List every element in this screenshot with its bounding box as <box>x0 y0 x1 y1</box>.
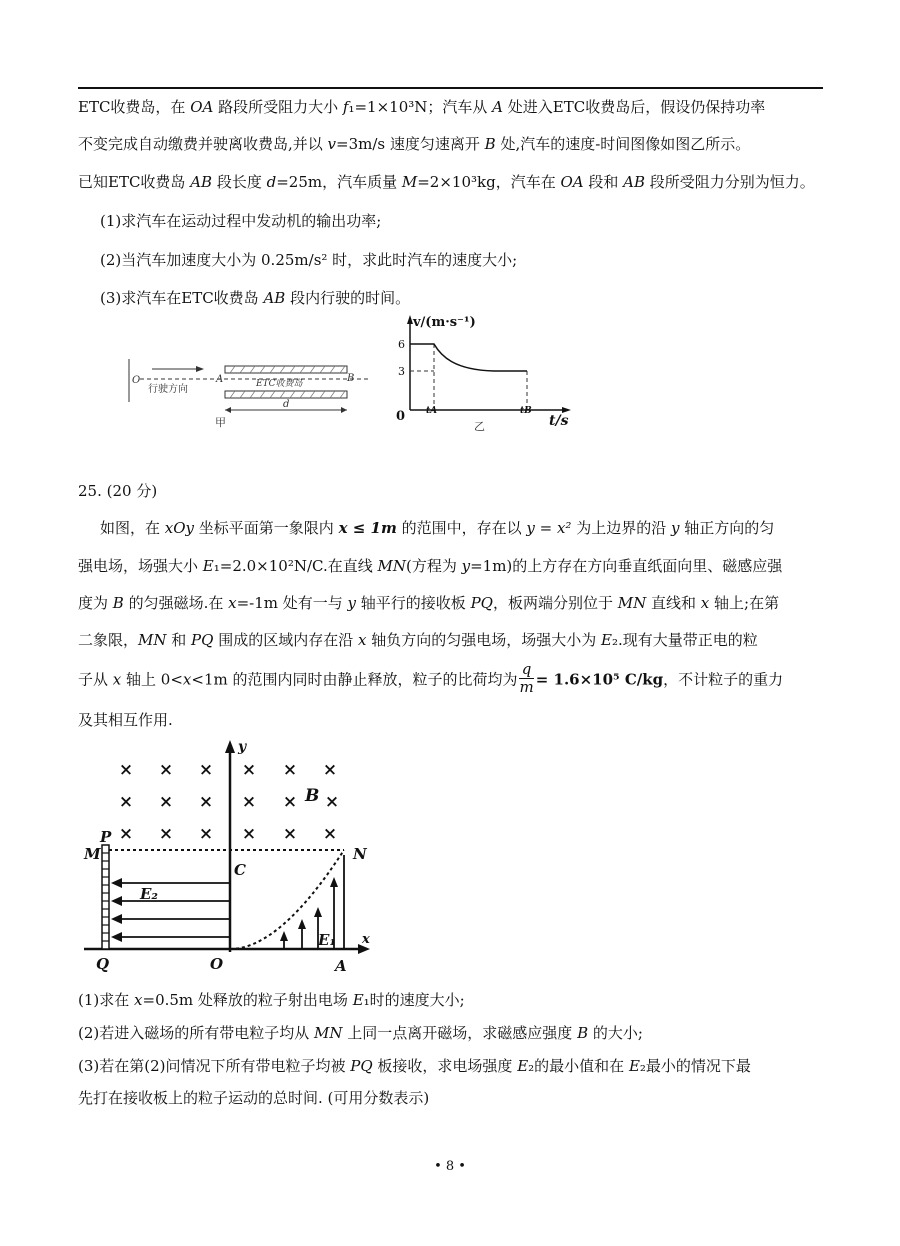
p25-line-3: 度为 B 的匀强磁场.在 x=-1m 处有一与 y 轴平行的接收板 PQ，板两端分别位于 MN 直线和 x 轴上;在第 <box>78 594 780 612</box>
label-island: ETC收费岛 <box>256 379 303 389</box>
p25-line-4: 二象限，MN 和 PQ 围成的区域内存在沿 x 轴负方向的匀强电场，场强大小为 E₂.现有大量带正电的粒 <box>78 631 758 649</box>
p25-question-3: (3)若在第(2)问情况下所有带电粒子均被 PQ 板接收，求电场强度 E₂的最小值和在 E₂最小的情况下最 <box>78 1057 751 1075</box>
label-jia-d: d <box>283 399 290 410</box>
p24-question-2: (2)当汽车加速度大小为 0.25m/s² 时，求此时汽车的速度大小; <box>100 251 518 269</box>
axis-xlabel: t/s <box>549 413 569 429</box>
tick-tB: tB <box>520 406 532 416</box>
caption-jia: 甲 <box>215 416 226 429</box>
page-number: • 8 • <box>434 1159 466 1174</box>
axis-origin: 0 <box>396 409 406 424</box>
tick-tA: tA <box>426 406 438 416</box>
cross: × <box>158 824 174 844</box>
figure-yi-vt-graph <box>386 310 586 435</box>
cross: × <box>198 760 214 780</box>
p25-line-2: 强电场，场强大小 E₁=2.0×10²N/C.在直线 MN(方程为 y=1m)的上方存在方向垂直纸面向里、磁感应强 <box>78 557 783 575</box>
label-N: N <box>353 845 367 863</box>
cross: × <box>322 824 338 844</box>
label-jia-O: O <box>132 375 141 386</box>
label-E1: E₁ <box>318 931 337 949</box>
label-P: P <box>100 828 112 846</box>
p25-heading: 25. (20 分) <box>78 482 158 500</box>
cross: × <box>282 760 298 780</box>
cross: × <box>282 824 298 844</box>
p25-question-3-cont: 先打在接收板上的粒子运动的总时间. (可用分数表示) <box>78 1089 430 1107</box>
cross: × <box>118 824 134 844</box>
p24-line-1: ETC收费岛，在 OA 路段所受阻力大小 f₁=1×10³N；汽车从 A 处进入ETC收费岛后，假设仍保持功率 <box>78 98 766 116</box>
label-C: C <box>234 861 246 879</box>
label-y-axis: y <box>238 739 247 755</box>
p24-question-3: (3)求汽车在ETC收费岛 AB 段内行驶的时间。 <box>100 289 411 307</box>
cross: × <box>282 792 298 812</box>
cross: × <box>241 760 257 780</box>
label-B-field: B <box>305 786 320 806</box>
figure-25-field-diagram <box>78 735 378 975</box>
label-direction: 行驶方向 <box>148 384 188 395</box>
p25-line-6: 及其相互作用. <box>78 711 173 729</box>
cross: × <box>118 760 134 780</box>
label-E2: E₂ <box>140 885 159 903</box>
p25-line-5: 子从 x 轴上 0<x<1m 的范围内同时由静止释放，粒子的比荷均为 $\frac{q}{m}$ = 1.6×10⁵ C/kg，不计粒子的重力 <box>78 660 784 696</box>
label-Q: Q <box>96 955 110 973</box>
cross: × <box>198 824 214 844</box>
p24-question-1: (1)求汽车在运动过程中发动机的输出功率; <box>100 212 382 230</box>
tick-6: 6 <box>398 338 405 351</box>
p24-line-3: 已知ETC收费岛 AB 段长度 d=25m，汽车质量 M=2×10³kg，汽车在 OA 段和 AB 段所受阻力分别为恒力。 <box>78 173 815 191</box>
cross: × <box>158 792 174 812</box>
cross: × <box>198 792 214 812</box>
cross: × <box>118 792 134 812</box>
header-rule <box>78 87 823 89</box>
label-jia-B: B <box>347 373 355 384</box>
p24-line-2: 不变完成自动缴费并驶离收费岛,并以 v=3m/s 速度匀速离开 B 处,汽车的速度-时间图像如图乙所示。 <box>78 135 751 153</box>
axis-ylabel: v/(m·s⁻¹) <box>413 315 476 330</box>
cross: × <box>241 792 257 812</box>
label-x-axis: x <box>362 932 370 947</box>
label-A: A <box>335 957 347 975</box>
p25-line-1: 如图，在 xOy 坐标平面第一象限内 x ≤ 1m 的范围中，存在以 y = x² 为上边界的沿 y 轴正方向的匀 <box>100 519 775 537</box>
cross: × <box>241 824 257 844</box>
fraction-q-over-m: $\frac{q}{m}$ <box>519 660 534 696</box>
vt-curve <box>410 344 527 371</box>
cross: × <box>324 792 340 812</box>
cross: × <box>322 760 338 780</box>
caption-yi: 乙 <box>474 420 485 433</box>
figure-jia <box>118 340 378 432</box>
tick-3: 3 <box>398 365 405 378</box>
label-jia-A: A <box>216 374 224 385</box>
label-M: M <box>84 845 101 863</box>
p25-question-1: (1)求在 x=0.5m 处释放的粒子射出电场 E₁时的速度大小; <box>78 991 465 1009</box>
label-O: O <box>210 955 224 973</box>
p25-question-2: (2)若进入磁场的所有带电粒子均从 MN 上同一点离开磁场，求磁感应强度 B 的大小; <box>78 1024 643 1042</box>
cross: × <box>158 760 174 780</box>
